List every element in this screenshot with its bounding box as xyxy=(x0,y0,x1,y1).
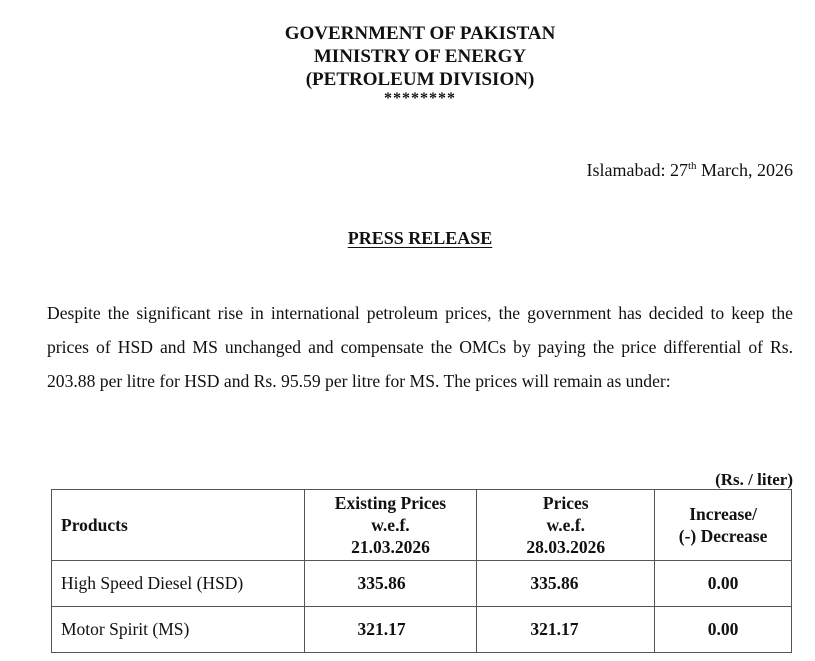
letterhead xyxy=(0,22,815,107)
document-title xyxy=(0,228,815,249)
table-header-row xyxy=(52,490,792,561)
header-change xyxy=(655,490,792,561)
letterhead-ministry: MINISTRY OF ENERGY xyxy=(313,46,527,67)
body-text: Despite the significant rise in international petroleum prices, the government has decided to keep the prices of HSD and MS unchanged and compensate the OMCs by paying the price differential of Rs. 203.88 per litre for HSD and Rs. 95.59 per litre for MS. The prices will remain as under: xyxy=(47,303,793,391)
dateline-rest: March, 2026 xyxy=(696,160,793,180)
header-existing-line3: 21.03.2026 xyxy=(351,537,430,557)
body-paragraph xyxy=(47,296,793,398)
table-row xyxy=(52,607,792,653)
row-existing-price: 335.86 xyxy=(304,561,477,607)
table-row xyxy=(52,561,792,607)
letterhead-division: (PETROLEUM DIVISION) xyxy=(305,69,535,90)
header-new-line3: 28.03.2026 xyxy=(526,537,606,557)
header-change-line2: (-) Decrease xyxy=(678,526,768,546)
letterhead-separator: ******** xyxy=(384,90,456,107)
row-new-price: 321.17 xyxy=(477,607,655,653)
letterhead-government: GOVERNMENT OF PAKISTAN xyxy=(284,23,556,44)
header-existing-line1: Existing Prices xyxy=(334,493,447,513)
row-product: Motor Spirit (MS) xyxy=(52,607,305,653)
header-change-line1: Increase/ xyxy=(689,504,757,524)
press-release-heading: PRESS RELEASE xyxy=(347,228,493,248)
row-change: 0.00 xyxy=(655,607,792,653)
header-products: Products xyxy=(52,490,305,561)
header-new-prices xyxy=(477,490,655,561)
header-existing-line2: w.e.f. xyxy=(371,515,410,535)
row-existing-price: 321.17 xyxy=(304,607,477,653)
header-new-line1: Prices xyxy=(542,493,589,513)
dateline xyxy=(586,160,793,181)
header-existing-prices xyxy=(304,490,477,561)
price-table xyxy=(51,489,792,653)
row-change: 0.00 xyxy=(655,561,792,607)
row-product: High Speed Diesel (HSD) xyxy=(52,561,305,607)
dateline-prefix: Islamabad: 27 xyxy=(586,160,688,180)
header-new-line2: w.e.f. xyxy=(546,515,585,535)
unit-note: (Rs. / liter) xyxy=(715,470,793,489)
row-new-price: 335.86 xyxy=(477,561,655,607)
dateline-ordinal: th xyxy=(687,160,697,172)
